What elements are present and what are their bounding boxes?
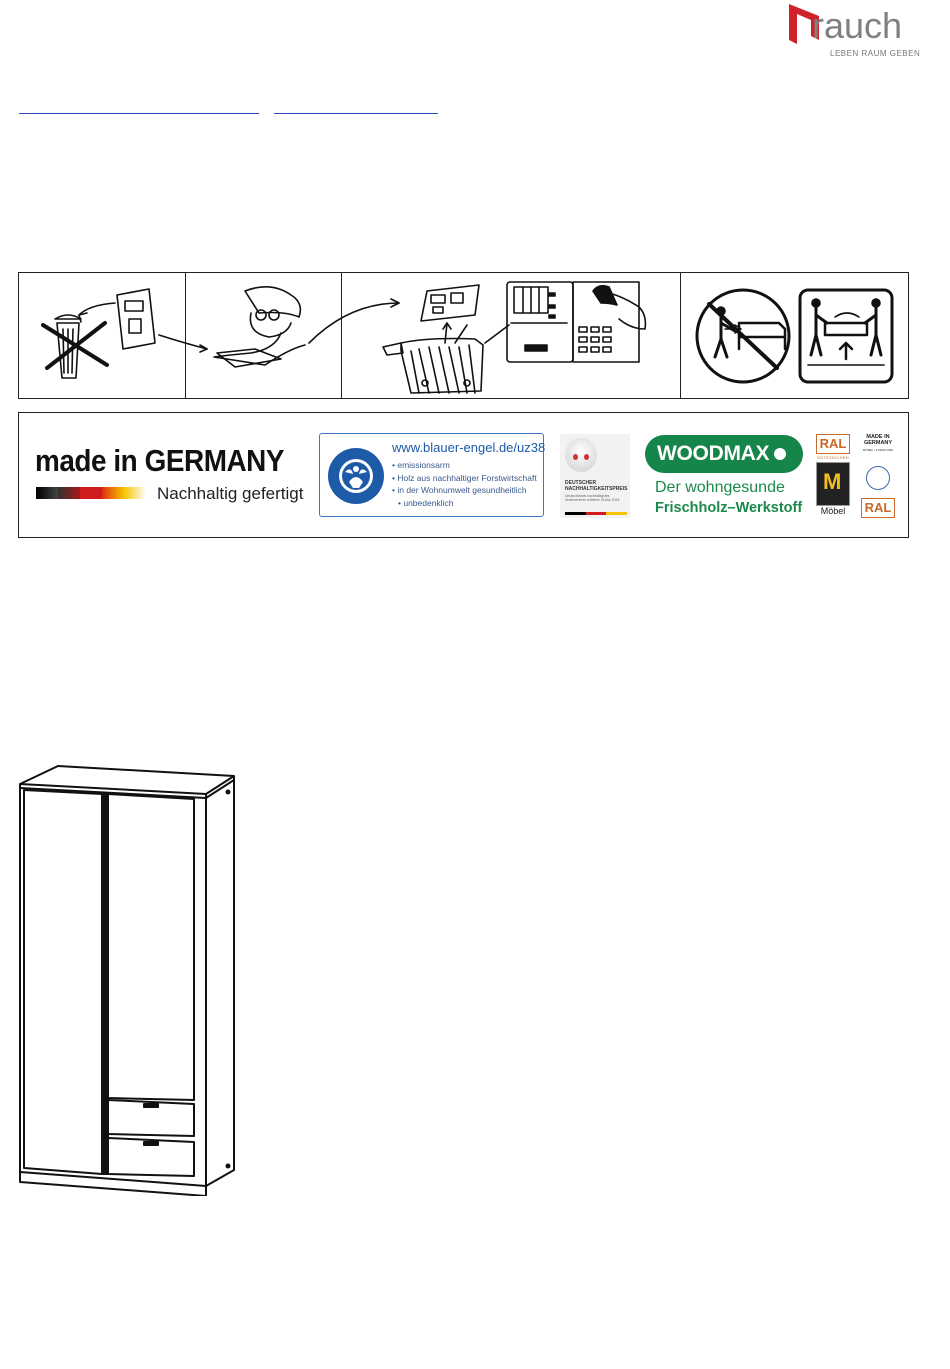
parts-list-icon	[507, 282, 645, 362]
link-underline[interactable]	[274, 113, 438, 114]
made-in-title: made in GERMANY	[35, 443, 285, 478]
blauer-engel-seal-icon	[327, 442, 385, 510]
wardrobe-drawing	[16, 760, 240, 1196]
brand-wordmark: rauch	[812, 5, 903, 46]
point-item: • emissionsarm	[392, 459, 537, 472]
nachhaltigkeitspreis-badge	[560, 434, 630, 518]
made-in-germany-furniture-badge	[861, 434, 895, 520]
award-sub1: Deutschlands nachhaltigstes	[565, 494, 610, 498]
badge-ral-label: RAL	[861, 498, 895, 518]
point-item: • unbedenklich	[392, 497, 537, 510]
brand-tagline: LEBEN RAUM GEBEN	[830, 49, 921, 58]
woodmax-name: WOODMAX	[657, 442, 770, 465]
link-underline[interactable]	[19, 113, 259, 114]
instruction-panel	[18, 272, 909, 399]
woodmax-line2: Frischholz–Werkstoff	[655, 500, 803, 516]
moebel-m-icon: M	[816, 462, 850, 506]
do-not-discard-icon	[43, 289, 207, 378]
instruction-illustrations	[19, 273, 910, 400]
blauer-engel-points	[392, 459, 537, 509]
point-item: • Holz aus nachhaltiger Forstwirtschaft	[392, 472, 537, 485]
read-instructions-icon	[214, 287, 399, 367]
emblem-icon	[866, 466, 890, 490]
made-in-germany	[35, 443, 312, 503]
made-in-subtitle: Nachhaltig gefertigt	[157, 484, 304, 503]
keep-instructions-icon	[383, 285, 509, 393]
award-sub2: Unternehmen mittlerer Größe 2014	[565, 498, 620, 502]
badge-line2: GERMANY	[863, 440, 893, 446]
ral-guetezeichen: GÜTEZEICHEN	[817, 455, 849, 460]
rauch-logo	[786, 2, 921, 62]
award-line2: NACHHALTIGKEITSPREIS	[565, 486, 628, 492]
do-not-drag-icon	[697, 290, 789, 382]
ral-label: RAL	[816, 434, 850, 454]
badge-line3: MÖBEL • FURNITURE	[862, 448, 894, 452]
lift-with-two-icon	[800, 290, 892, 382]
german-flag-strip	[565, 512, 627, 515]
blauer-engel-url: www.blauer-engel.de/uz38	[392, 440, 546, 455]
woodmax-dot-icon	[774, 448, 786, 460]
blauer-engel-label	[319, 433, 544, 517]
woodmax-line1: Der wohngesunde	[655, 479, 785, 496]
certification-panel	[18, 412, 909, 538]
award-sphere-icon	[565, 438, 597, 472]
badge-line1: MADE IN	[866, 434, 890, 440]
ral-moebel-text: Möbel	[820, 506, 846, 516]
award-line1: DEUTSCHER	[565, 480, 597, 486]
german-flag-strip	[36, 487, 146, 499]
woodmax-pill	[645, 435, 803, 473]
woodmax-badge	[645, 435, 803, 519]
point-item: • in der Wohnumwelt gesundheitlich	[392, 484, 537, 497]
ral-moebel-badge	[816, 434, 850, 520]
